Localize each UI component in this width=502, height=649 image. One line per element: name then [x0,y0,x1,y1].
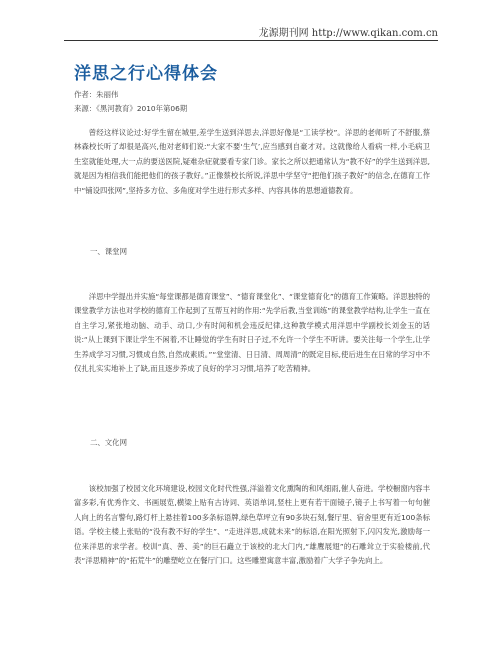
intro-paragraph: 曾经这样议论过:好学生留在城里,差学生送到洋思去,洋思好像是“工读学校”。洋思的老师听了不舒服,蔡林森校长听了却很是高兴,他对老师们说:“大家不要‘生气’,应当感到自豪才对。这就像给人看病一样,小毛病卫生室就能处理,大一点的要送医院,疑难杂症就要看专家门诊。家长之所以把通常认为“教不好”的学生送到洋思,就是因为相信我们能把他们的孩子教好。”正像蔡校长所说,洋思中学坚守“把他们孩子教好”的信念,在德育工作中“铺设四张网”,坚持多方位、多角度对学生进行形式多样、内容具体的思想道德教育。 [74,128,430,195]
section-heading-classroom: 一、课堂网 [90,247,127,256]
section-heading-culture: 二、文化网 [90,438,127,447]
section-text-culture: 该校加强了校园文化环境建设,校园文化时代性强,洋溢着文化熏陶的和风细雨,催人奋进。学校橱窗内容丰富多彩,有优秀作文、书画展览,横梁上贴有古诗词、英语单词,竖柱上更有若干面镜子,镜子上书写着一句句催人向上的名言警句,路灯杆上悬挂着100多条标语牌,绿色草坪立有90多块石刻,餐厅里、宿舍里更有近100条标语。学校主楼上张贴的“没有教不好的学生”、“走进洋思,成就未来”的标语,在阳光照射下,闪闪发光,激励每一位来洋思的求学者。校训“真、善、美”的巨石矗立于该校的北大门内,“雄鹰展翅”的石雕耸立于实验楼前,代表“洋思精神”的“拓荒牛”的雕塑屹立在餐厅门口。这些雕塑寓意丰富,激励着广大学子争先向上。 [74,484,430,566]
section-text-classroom: 洋思中学提出并实施“每堂课都是德育课堂”、“德育课堂化”、“课堂德育化”的德育工作策略。洋思独特的课堂教学方法也对学校的德育工作起到了互帮互衬的作用:“先学后教,当堂训练”的课堂教学结构,让学生一直在自主学习,紧张地动脑、动手、动口,少有时间和机会违反纪律,这种教学模式用洋思中学副校长刘金玉的话说:“从上课到下课让学生不闲着,不让睡觉的学生有时日子过,不允许一个学生不听讲。要关注每一个学生,让学生养成学习习惯,习惯成自然,自然成素质。”“堂堂清、日日清、周周清”的既定目标,使后进生在日常的学习中不仅扎扎实实地补上了缺,而且逐步养成了良好的学习习惯,培养了吃苦精神。 [74,292,430,374]
source-line: 来源：《黑河教育》2010年第06期 [74,104,188,113]
author-line: 作者：朱丽伟 [74,90,119,99]
site-header: 龙源期刊网 http://www.qikan.com.cn [258,28,438,39]
article-title: 洋思之行心得体会 [74,64,218,84]
header-divider [64,40,438,41]
